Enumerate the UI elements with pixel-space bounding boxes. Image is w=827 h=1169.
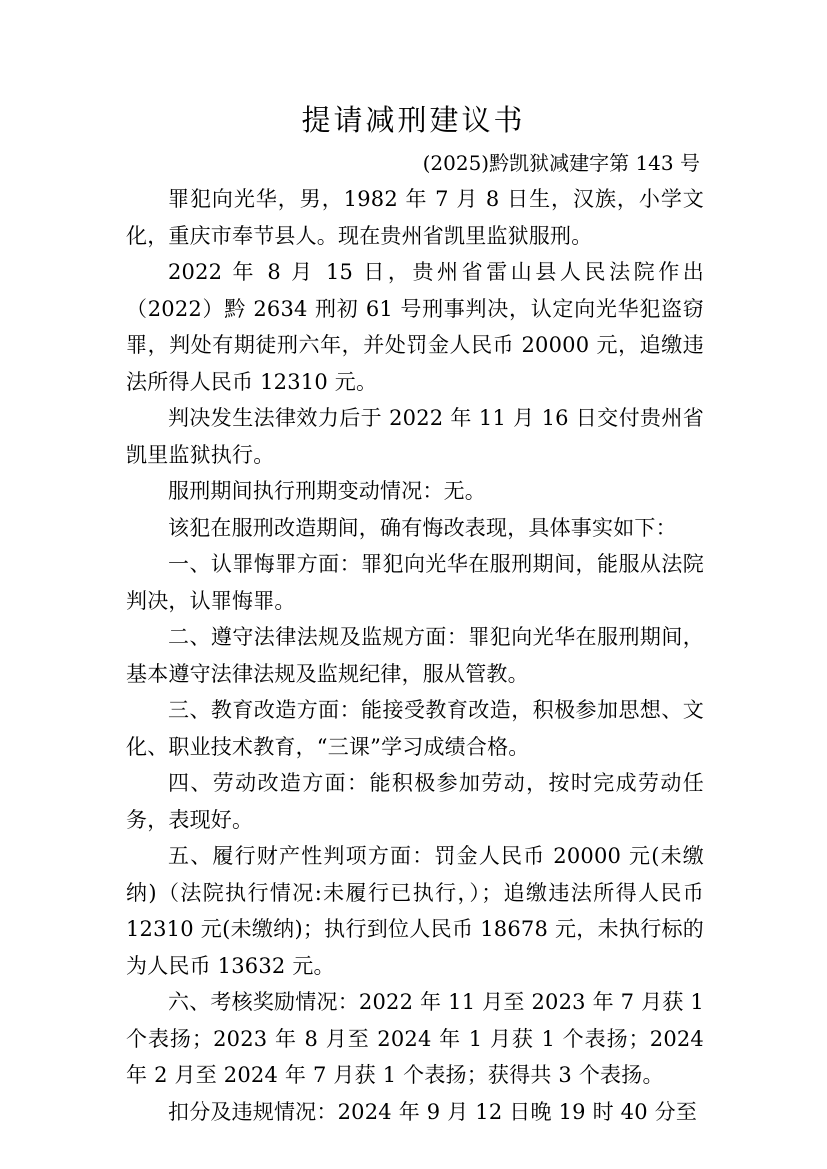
paragraph-labor: 四、劳动改造方面：能积极参加劳动，按时完成劳动任务，表现好。	[126, 771, 704, 832]
paragraph-judgment: 2022 年 8 月 15 日，贵州省雷山县人民法院作出（2022）黔 2634 刑初 61 号刑事判决，认定向光华犯盗窃罪，判处有期徒刑六年，并处罚金人民币 20000 元，追缴违法所得人民币 12310 元。	[126, 260, 704, 394]
paragraph-criminal-info: 罪犯向光华，男，1982 年 7 月 8 日生，汉族，小学文化，重庆市奉节县人。现在贵州省凯里监狱服刑。	[126, 187, 704, 248]
paragraph-property-penalty: 五、履行财产性判项方面：罚金人民币 20000 元(未缴纳)（法院执行情况:未履行已执行，）；追缴违法所得人民币 12310 元(未缴纳)；执行到位人民币 18678 元，未执行标的为人民币 13632 元。	[126, 844, 704, 978]
paragraph-admit-guilt: 一、认罪悔罪方面：罪犯向光华在服刑期间，能服从法院判决，认罪悔罪。	[126, 552, 704, 613]
paragraph-obey-rules: 二、遵守法律法规及监规方面：罪犯向光华在服刑期间，基本遵守法律法规及监规纪律，服从管教。	[126, 625, 704, 686]
document-number: (2025)黔凯狱减建字第 143 号	[422, 151, 700, 175]
document-body	[126, 181, 704, 1130]
paragraph-rewards: 六、考核奖励情况：2022 年 11 月至 2023 年 7 月获 1 个表扬；2023 年 8 月至 2024 年 1 月获 1 个表扬；2024 年 2 月至 2024 年 7 月获 1 个表扬；获得共 3 个表扬。	[126, 990, 704, 1087]
paragraph-sentence-changes: 服刑期间执行刑期变动情况：无。	[168, 479, 486, 503]
paragraph-violations: 扣分及违规情况：2024 年 9 月 12 日晚 19 时 40 分至	[168, 1099, 698, 1124]
paragraph-repentance-intro: 该犯在服刑改造期间，确有悔改表现，具体事实如下：	[168, 515, 677, 540]
paragraph-education: 三、教育改造方面：能接受教育改造，积极参加思想、文化、职业技术教育，“三课”学习成绩合格。	[126, 698, 704, 759]
document-title: 提请减刑建议书	[301, 103, 526, 137]
paragraph-delivery: 判决发生法律效力后于 2022 年 11 月 16 日交付贵州省凯里监狱执行。	[126, 406, 704, 467]
